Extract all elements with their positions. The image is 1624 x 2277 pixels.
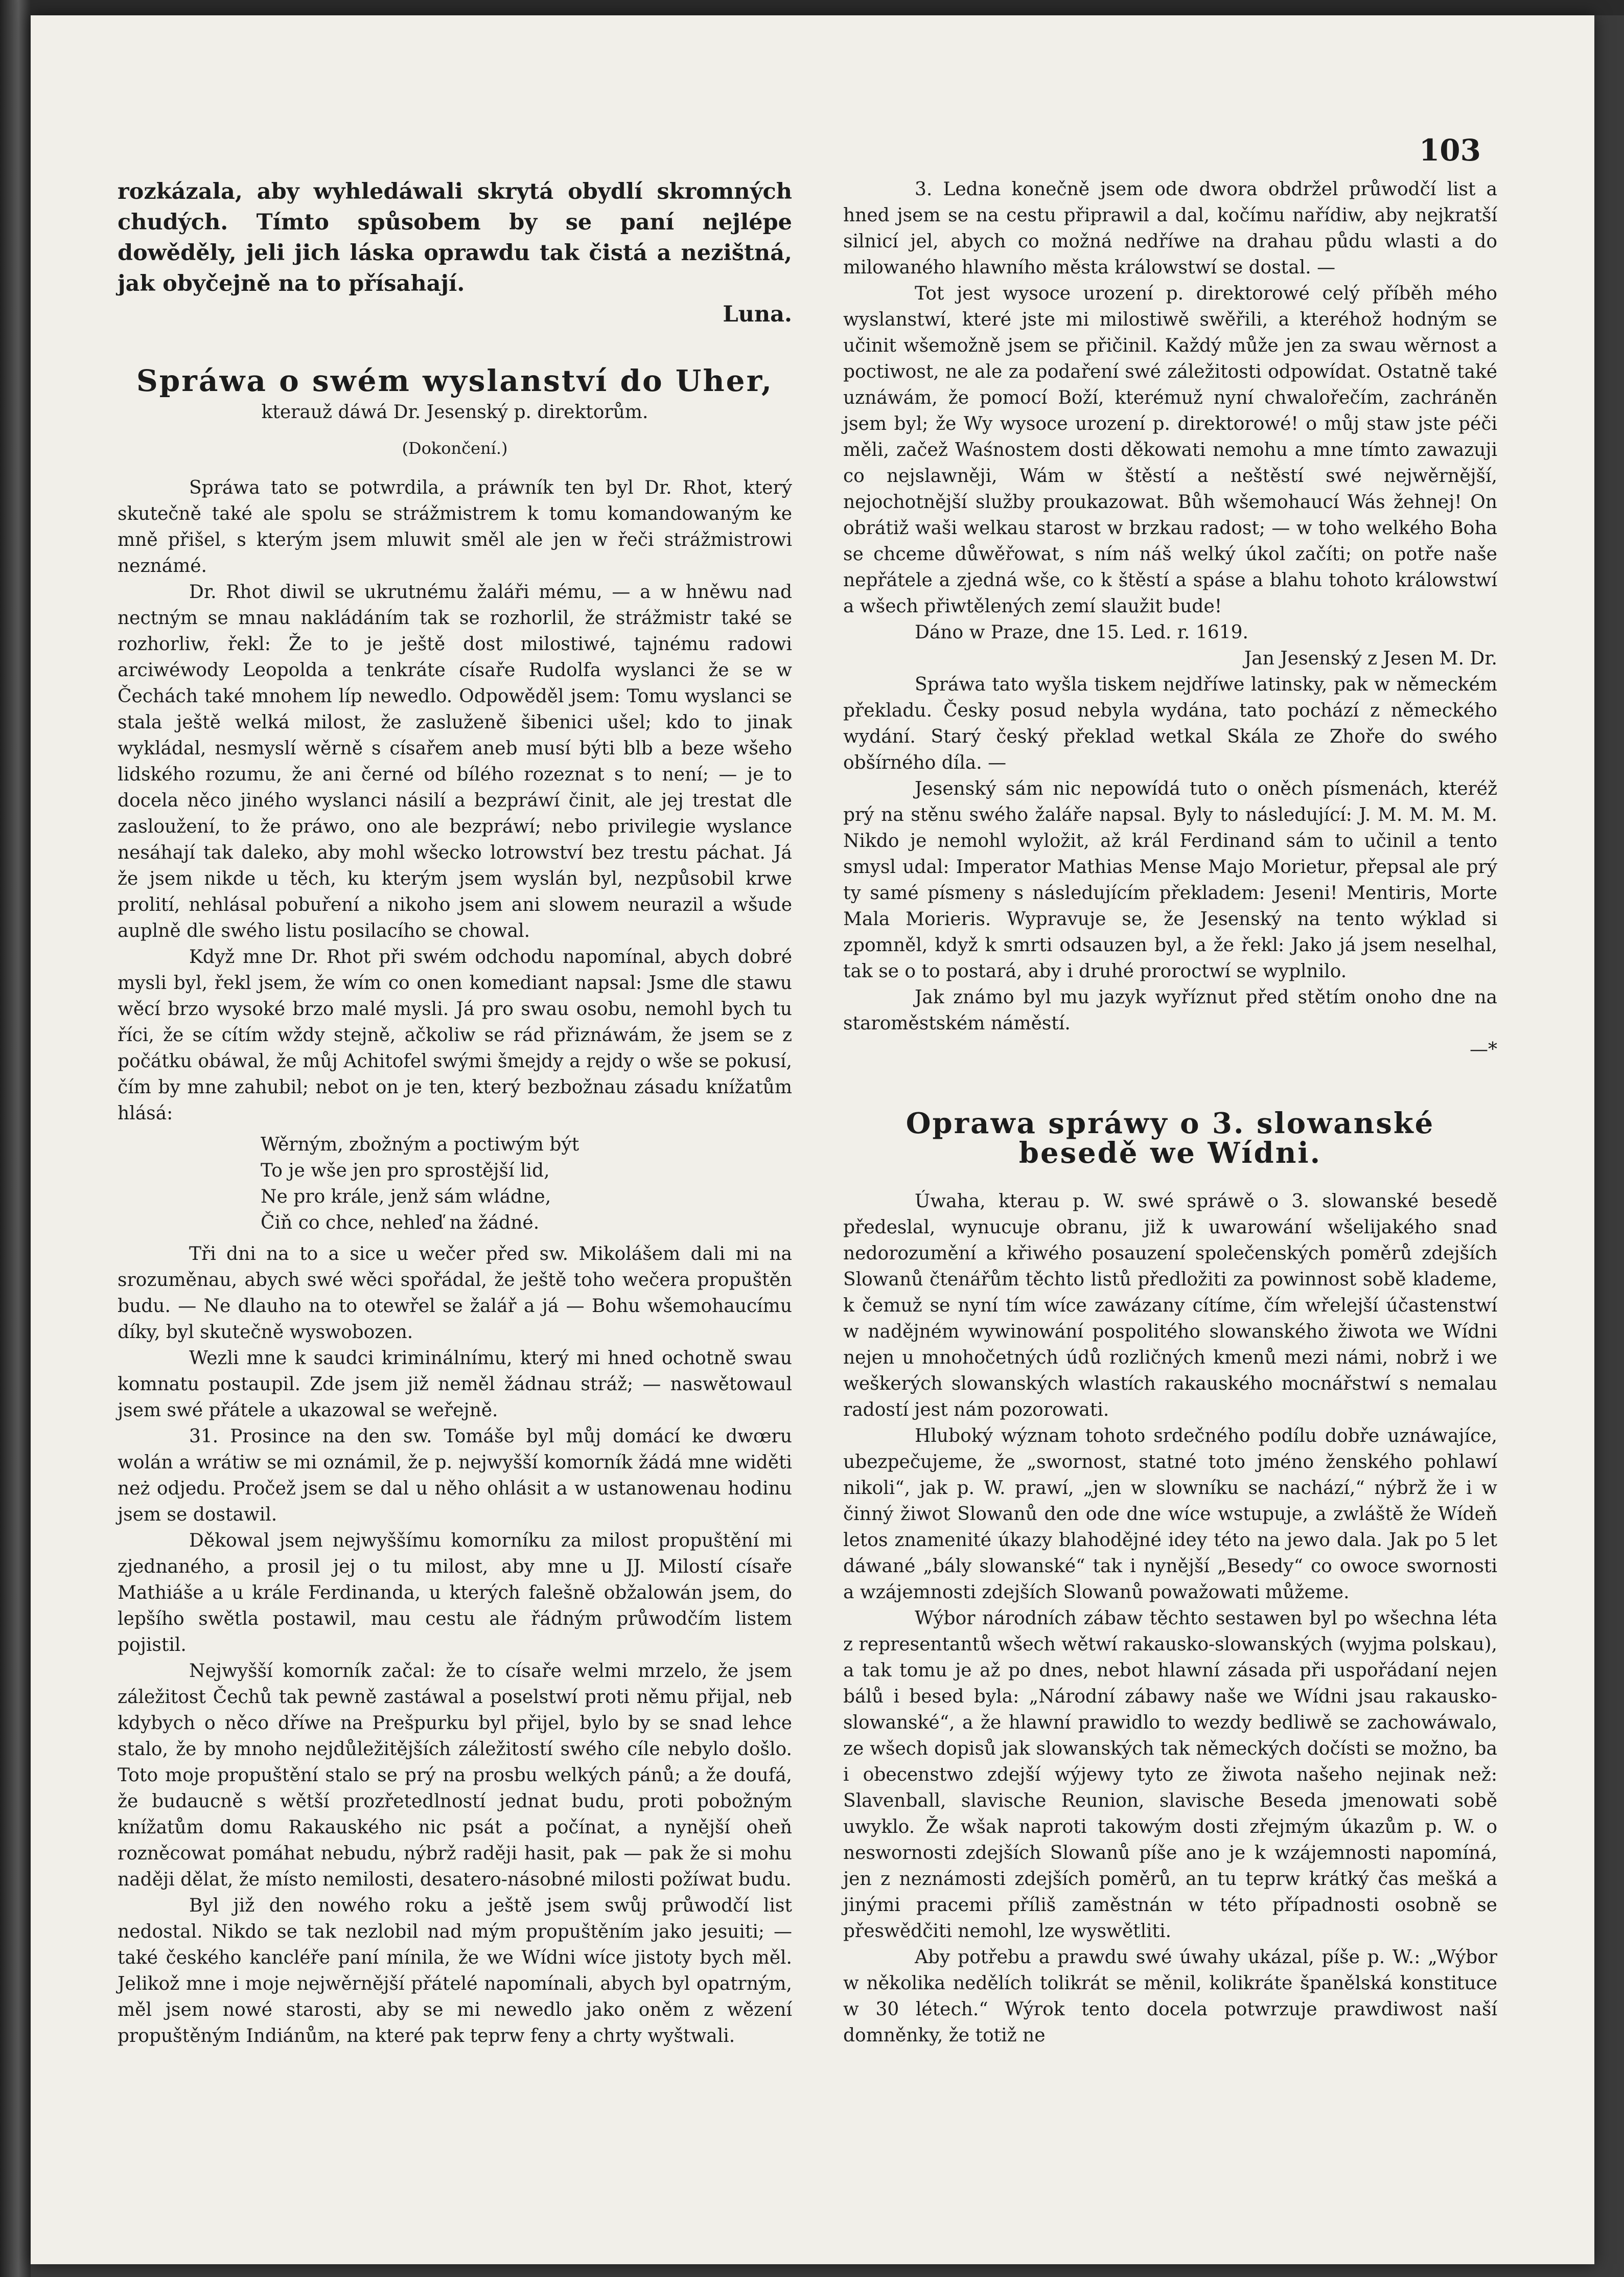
poem-quote	[261, 1132, 669, 1236]
paragraph: Spráwa tato se potwrdila, a práwník ten byl Dr. Rhot, který skutečně také ale spolu se strážmistrem k tomu komandowaným ke mně přišel, s kterým jsem mluwit směl ale jen w řeči strážmistrowi neznámé.	[118, 477, 792, 577]
letter-signature: Jan Jesenský z Jesen M. Dr.	[1244, 648, 1497, 669]
left-column	[118, 176, 792, 2049]
poem-line: Ne pro krále, jenž sám wládne,	[261, 1186, 551, 1207]
poem-line: Čiň co chce, nehleď na žádné.	[261, 1212, 540, 1233]
right-column	[843, 176, 1497, 2049]
book-spine-edge	[0, 0, 31, 2277]
paragraph: Tři dni na to a sice u wečer před sw. Mikolášem dali mi na srozuměnau, abych swé wěci spořádal, že ještě toho wečera propuštěn budu. — Ne dlauho na to otewřel se žalář a já — Bohu wšemohaucímu díky, byl skutečně wyswobozen.	[118, 1244, 792, 1343]
paragraph: Úwaha, kterau p. W. swé spráwě o 3. slowanské besedě předeslal, wynucuje obranu, již k uwarowání wšelijakého snad nedorozumění a křiwého posauzení společenských poměrů zdejších Slowanů čtenářům těchto listů předložiti za powinnost sobě klademe, k čemuž se nyní tím wíce zawázany cítíme, čím wřelejší účastenstwí w nadějném wywinowání pospolitého slowanského žiwota we Wídni nejen u mnohočetných údů rozličných kmenů mezi námi, nobrž i we weškerých slowanských wlastích rakauského mocnářstwí s nemalau radostí jest nám pozorowati.	[843, 1191, 1497, 1420]
paragraph: Děkowal jsem nejwyššímu komorníku za milost propuštění mi zjednaného, a prosil jej o tu milost, aby mne u JJ. Milostí císaře Mathiáše a u krále Ferdinanda, u kterých falešně obžalowán jsem, do lepšího swětla postawil, mau cestu ale řádným průwodčím listem pojistil.	[118, 1530, 792, 1655]
poem-line: Wěrným, zbožným a poctiwým být	[261, 1134, 579, 1155]
date-line: Dáno w Praze, dne 15. Led. r. 1619.	[915, 622, 1248, 643]
section-title-sprawa: Spráwa o swém wyslanství do Uher,	[136, 363, 774, 398]
continued-note: (Dokončení.)	[402, 439, 508, 458]
paragraph: Wezli mne k saudci kriminálnímu, který mi hned ochotně swau komnatu postaupil. Zde jsem již neměl žádnau stráž; — naswětowaul jsem swé přátele a ukazowal se weřejně.	[118, 1348, 792, 1421]
poem-line: To je wše jen pro sprostější lid,	[261, 1160, 550, 1181]
closing-mark: —*	[1470, 1039, 1497, 1060]
intro-paragraph: rozkázala, aby wyhledáwali skrytá obydlí skromných chudých. Tímto spůsobem by se paní nejlépe dowěděly, jeli jich láska oprawdu tak čistá a nezištná, jak obyčejně na to přísahají.	[118, 179, 792, 296]
paragraph: Nejwyšší komorník začal: že to císaře welmi mrzelo, že jsem záležitost Čechů tak pewně zastáwal a poselstwí proti němu přijal, neb kdybych o něco dříwe na Prešpurku byl přijel, bylo by se snad lehce stalo, že by mnoho nejdůležitějších záležitostí swého cíle nebylo došlo. Toto moje propuštění stalo se prý na prosbu welkých pánů; a že doufá, že budaucně s wětší prozřetedlností jednat budu, proti pobožným knížatům domu Rakauského nic psát a počínat, a nynější oheň rozněcowat pomáhat nebudu, nýbrž raději hasit, pak — pak že si mohu naději dělat, že místo nemilosti, desatero-násobné milosti požíwat budu.	[118, 1661, 792, 1890]
paragraph: Byl již den nowého roku a ještě jsem swůj průwodčí list nedostal. Nikdo se tak nezlobil nad mým propuštěním jako jesuiti; — také českého kancléře paní mínila, že we Wídni wíce jistoty bych měl. Jelikož mne i moje nejwěrnější přátelé napomínali, abych byl opatrným, měl jsem nowé starosti, aby se mi newedlo jako oněm z wězení propuštěným Indiánům, na které pak teprw feny a chrty wyštwali.	[118, 1895, 792, 2046]
paragraph: Aby potřebu a prawdu swé úwahy ukázal, píše p. W.: „Wýbor w několika nedělích tolikrát se měnil, kolikráte španělská konstituce w 30 létech.“ Wýrok tento docela potwrzuje prawdiwost naší domněnky, že totiž ne	[843, 1947, 1497, 2046]
paragraph: Hluboký wýznam tohoto srdečného podílu dobře uznáwajíce, ubezpečujeme, že „swornost, statné toto jméno ženského pohlawí nikoli“, jak p. W. prawí, „jen w slowníku se nachází,“ nýbrž že i w činný žiwot Slowanů den ode dne wíce wstupuje, a zwláště že Wídeň letos znamenité úkazy blahodějné idey této na jewo dala. Jak po 5 let dáwané „bály slowanské“ tak i nynější „Besedy“ co owoce swornosti a wzájemnosti zdejších Slowanů powažowati můžeme.	[843, 1425, 1497, 1603]
intro-signature: Luna.	[723, 302, 792, 327]
section-subtitle: kterauž dáwá Dr. Jesenský p. direktorům.	[261, 402, 648, 423]
scan-top-edge	[0, 0, 1624, 15]
paragraph: 31. Prosince na den sw. Tomáše byl můj domácí ke dwœru wolán a wrátiw se mi oznámil, že p. nejwyšší komorník žádá mne widěti neż odjedu. Pročež jsem se dal u něho ohlásit a w ustanowenau hodinu jsem se dostawil.	[118, 1426, 792, 1525]
paragraph: Jesenský sám nic nepowídá tuto o oněch písmenách, kteréž prý na stěnu swého žaláře napsal. Byly to následující: J. M. M. M. M. Nikdo je nemohl wyložit, až král Ferdinand sám to učinil a tento smysl udal: Imperator Mathias Mense Majo Morietur, přepsal ale prý ty samé písmeny s následujícím překladem: Jeseni! Mentiris, Morte Mala Morieris. Wypravuje se, že Jesenský na tento wýklad si zpomněl, když k smrti odsauzen byl, a že řekl: Jako já jsem neselhal, tak se o to postará, aby i druhé proroctwí se wyplnilo.	[843, 778, 1497, 982]
paragraph: 3. Ledna konečně jsem ode dwora obdržel průwodčí list a hned jsem se na cestu připrawil a dal, kočímu nařídiw, aby nejkratší silnicí jel, abych co možná nedříwe na drahau půdu wlasti a do milowaného hlawního města králowstwí se dostal. —	[843, 179, 1497, 278]
paragraph: Tot jest wysoce urození p. direktorowé celý příběh mého wyslanstwí, které jste mi milostiwě swěřili, a kteréhož hodným se učinit wšemožně jsem se přičinil. Každý může jen za swau wěrnost a poctiwost, ne ale za podaření swé záležitosti odpowídat. Ostatně také uznáwám, že pomocí Boží, kterémuž nyní chwalořečím, zachráněn jsem byl; že Wy wysoce urození p. direktorowé! o můj staw jste péči měli, začež Waśnostem dosti děkowati nemohu a mne tímto zawazuji co nejslawněji, Wám w štěstí a neštěstí swé nejwěrnější, nejochotnější služby proukazowat. Bůh wšemohaucí Wás žehnej! On obrátiž waši welkau starost w brzkau radost; — w toho welkého Boha se chceme důwěřowat, s ním náš welký úkol začíti; on potře naše nepřátele a zjedná wše, co k štěstí a spáse a blahu tohoto králowstwí a wšech přiwtělených zemí slaužit bude!	[843, 283, 1497, 617]
paragraph: Spráwa tato wyšla tiskem nejdříwe latinsky, pak w německém překladu. Česky posud nebyla wydána, tato pochází z německého wydání. Starý český překlad wetkal Skála ze Zhoře do swého obšírného díla. —	[843, 674, 1497, 773]
section-title-oprawa: Oprawa spráwy o 3. slowanské besedě we Wídni.	[906, 1107, 1435, 1170]
paragraph: Wýbor národních zábaw těchto sestawen byl po wšechna léta z representantů wšech wětwí rakausko-slowanských (wyjma polskau), a tak tomu je až po dnes, nebot hlawní zásada při uspořádaní nejen bálů i besed byla: „Národní zábawy naše we Wídni jsau rakausko-slowanské“, a že hlawní prawidlo to wezdy bedliwě se zachowáwalo, ze wšech dopisů jak slowanských tak německých dočísti se možno, ba i obecenstwo zdejší wýjewy tyto ze žiwota našeho nejinak než: Slavenball, slavische Reunion, slavische Beseda jmenowati sobě uwyklo. Že wšak naproti takowým dosti zřejmým úkazům p. W. o neswornosti zdejších Slowanů píše ano je k wzájemnosti napomíná, jen z neznámosti zdejších poměrů, an tu teprw krátký čas mešká a jinými pracemi příliš zaměstnán w této případnosti osobně se přeswědčiti nemohl, lze wyswětliti.	[843, 1608, 1497, 1942]
spacer	[843, 1168, 1497, 1188]
paragraph: Když mne Dr. Rhot při swém odchodu napomínal, abych dobré mysli byl, řekl jsem, že wím co onen komediant napsal: Jsme dle stawu wěcí brzo wysoké brzo malé mysli. Já pro swau osobu, nemohl bych tu říci, že se cítím wždy stejně, ačkoliw se rád přiznáwám, že jsem se z počátku obáwal, že můj Achitofel swými šmejdy a rejdy o wše se pokusí, čím by mne zahubil; nebot on je ten, který bezbožnau zásadu knížatům hlásá:	[118, 947, 792, 1124]
page-number: 103	[1419, 133, 1481, 168]
paragraph: Dr. Rhot diwil se ukrutnému žaláři mému, — a w hněwu nad nectným se mnau nakládáním tak se rozhorlil, že strážmistr také se rozhorliw, řekl: Že to je ještě dost milostiwé, tajnému radowi arciwéwody Leopolda a tenkráte císaře Rudolfa wyslanci že se w Čechách také mnohem líp newedlo. Odpowěděl jsem: Tomu wyslanci se stala ještě welká milost, že zasluženě šibenici ušel; kdo to jinak wykládal, nesmyslí wěrně s císařem aneb musí býti blb a beze wšeho lidského rozumu, že ani černé od bílého rozeznat s to není; — je to docela něco jiného wyslanci násilí a bezpráwí činit, ale jej trestat dle zasloužení, to že práwo, ono ale bezpráwí; nebo privilegie wyslance nesáhají tak daleko, aby mohl wšecko lotrowství bez trestu páchat. Já že jsem nikde u těch, ku kterým jsem wyslán byl, nezpůsobil krwe prolití, nehlásal pobuření a nikoho jsem ani slowem neurazil a wšude auplně dle swého listu posilacího se chowal.	[118, 582, 792, 941]
paragraph: Jak známo byl mu jazyk wyříznut před stětím onoho dne na staroměstském náměstí.	[843, 987, 1497, 1034]
